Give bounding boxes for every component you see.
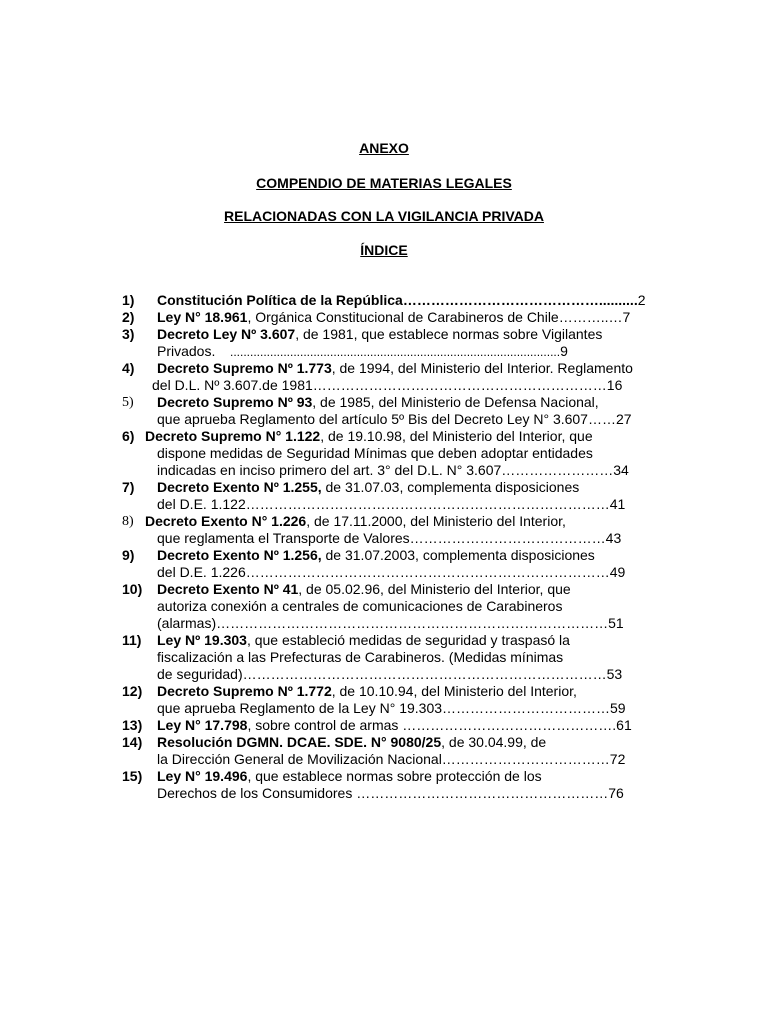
entry-title: Decreto Exento N° 1.226: [145, 513, 307, 529]
entry-text: , de 10.10.94, del Ministerio del Interior,: [331, 683, 577, 699]
entry-number: 11): [122, 632, 142, 648]
entry-line: [157, 768, 542, 785]
entry-number: 2): [122, 309, 135, 325]
entry-text: , de 05.02.96, del Ministerio del Interior, que: [298, 581, 571, 597]
page-number: 9: [560, 343, 568, 359]
entry-title: Ley N° 17.798: [157, 717, 248, 733]
entry-title: Decreto Exento Nº 1.256,: [157, 547, 322, 563]
entry-line: [157, 479, 579, 496]
entry-line: [157, 394, 599, 411]
entry-text: , de 17.11.2000, del Ministerio del Interior,: [306, 513, 566, 529]
entry-text: , de 30.04.99, de: [441, 734, 547, 750]
entry-text: , que establece normas sobre protección de los: [247, 768, 542, 784]
entry-line: [157, 666, 622, 683]
entry-number: 4): [122, 360, 135, 376]
entry-text: , de 1985, del Ministerio de Defensa Nacional,: [312, 394, 599, 410]
entry-text: que aprueba Reglamento del artículo 5º Bis del Decreto Ley N° 3.607……27: [157, 411, 632, 427]
entry-text: de seguridad)……………………………………………………………………53: [157, 666, 623, 682]
entry-text: , que estableció medidas de seguridad y traspasó la: [246, 632, 570, 648]
entry-line: [157, 581, 571, 598]
dot-leader: ...................................................................................................: [230, 345, 561, 359]
title-indice: ÍNDICE: [360, 242, 408, 258]
entry-text: de 31.07.2003, complementa disposiciones: [321, 547, 595, 563]
entry-text: indicadas en inciso primero del art. 3° del D.L. N° 3.607……………………34: [157, 462, 629, 478]
entry-line: [157, 530, 621, 547]
entry-text: que aprueba Reglamento de la Ley N° 19.303………………………………59: [157, 700, 626, 716]
entry-number: 15): [122, 768, 143, 784]
entry-line: [157, 462, 629, 479]
title-relacionadas: RELACIONADAS CON LA VIGILANCIA PRIVADA: [224, 208, 544, 224]
entry-title: Decreto Supremo Nº 93: [157, 394, 313, 410]
entry-number: 8): [122, 514, 134, 529]
entry-text: de 31.07.03, complementa disposiciones: [321, 479, 580, 495]
entry-line: [157, 683, 577, 700]
entry-line: [157, 598, 562, 615]
entry-title: Decreto Exento Nº 1.255,: [157, 479, 322, 495]
entry-line: [157, 309, 630, 326]
entry-line: [157, 734, 546, 751]
entry-title: Decreto Exento Nº 41: [157, 581, 299, 597]
entry-number: 14): [122, 734, 143, 750]
entry-number: 6): [122, 428, 135, 444]
entry-line: [145, 428, 593, 445]
title-anexo: ANEXO: [359, 140, 409, 156]
entry-text: , de 19.10.98, del Ministerio del Interior, que: [320, 428, 593, 444]
entry-number: 7): [122, 479, 135, 495]
entry-text: del D.E. 1.122……………………………………………………………………41: [157, 496, 626, 512]
entry-text: 2: [637, 292, 646, 308]
entry-text: que reglamenta el Transporte de Valores……………………………………43: [157, 530, 622, 546]
entry-title: Ley Nº 19.303: [157, 632, 247, 648]
entry-number: 1): [122, 292, 135, 308]
entry-number: 13): [122, 717, 143, 733]
entry-text: dispone medidas de Seguridad Mínimas que deben adoptar entidades: [157, 445, 593, 461]
entry-title: Ley N° 19.496: [157, 768, 248, 784]
entry-title: Constitución Política de la República……………………………………..........: [157, 292, 638, 308]
entry-line: [152, 377, 622, 394]
entry-number: 9): [122, 547, 135, 563]
entry-title: Ley N° 18.961: [157, 309, 248, 325]
entry-text: Privados.: [157, 343, 216, 359]
entry-line: [157, 785, 624, 802]
entry-line: [157, 717, 632, 734]
entry-line: [230, 343, 568, 361]
entry-text: fiscalización a las Prefecturas de Carabineros. (Medidas mínimas: [157, 649, 564, 665]
entry-line: [157, 360, 633, 377]
entry-number: 10): [122, 581, 143, 597]
entry-line: [157, 445, 593, 462]
entry-line: [157, 615, 624, 632]
entry-title: Decreto Supremo N° 1.122: [145, 428, 321, 444]
entry-line: [157, 292, 646, 309]
entry-text: , de 1981, que establece normas sobre Vigilantes: [295, 326, 603, 342]
entry-line: [157, 632, 570, 649]
entry-number: 5): [122, 395, 134, 410]
entry-text: del D.E. 1.226……………………………………………………………………49: [157, 564, 626, 580]
entry-line: [157, 411, 632, 428]
entry-number: 3): [122, 326, 135, 342]
entry-line: [145, 513, 566, 530]
entry-text: , de 1994, del Ministerio del Interior. Reglamento: [331, 360, 633, 376]
title-compendio: COMPENDIO DE MATERIAS LEGALES: [256, 175, 512, 191]
entry-title: Resolución DGMN. DCAE. SDE. N° 9080/25: [157, 734, 442, 750]
entry-title: Decreto Supremo Nº 1.773: [157, 360, 332, 376]
entry-title: Decreto Supremo Nº 1.772: [157, 683, 332, 699]
entry-line: [157, 496, 625, 513]
entry-text: , sobre control de armas ……………………………………….61: [247, 717, 632, 733]
entry-line: [157, 547, 595, 564]
entry-text: Derechos de los Consumidores ………………………………………………76: [157, 785, 624, 801]
entry-text: autoriza conexión a centrales de comunicaciones de Carabineros: [157, 598, 563, 614]
entry-line: [157, 326, 602, 343]
entry-text: (alarmas)…………………………………………………………………………51: [157, 615, 624, 631]
entry-line: [157, 700, 626, 717]
entry-line: [157, 649, 563, 666]
entry-line: [157, 343, 215, 360]
entry-number: 12): [122, 683, 143, 699]
entry-text: la Dirección General de Movilización Nacional………………………………72: [157, 751, 626, 767]
entry-text: , Orgánica Constitucional de Carabineros de Chile………..…7: [247, 309, 631, 325]
entry-line: [157, 751, 625, 768]
entry-title: Decreto Ley Nº 3.607: [157, 326, 296, 342]
entry-line: [157, 564, 625, 581]
entry-text: del D.L. Nº 3.607.de 1981………………………………………………………16: [152, 377, 623, 393]
